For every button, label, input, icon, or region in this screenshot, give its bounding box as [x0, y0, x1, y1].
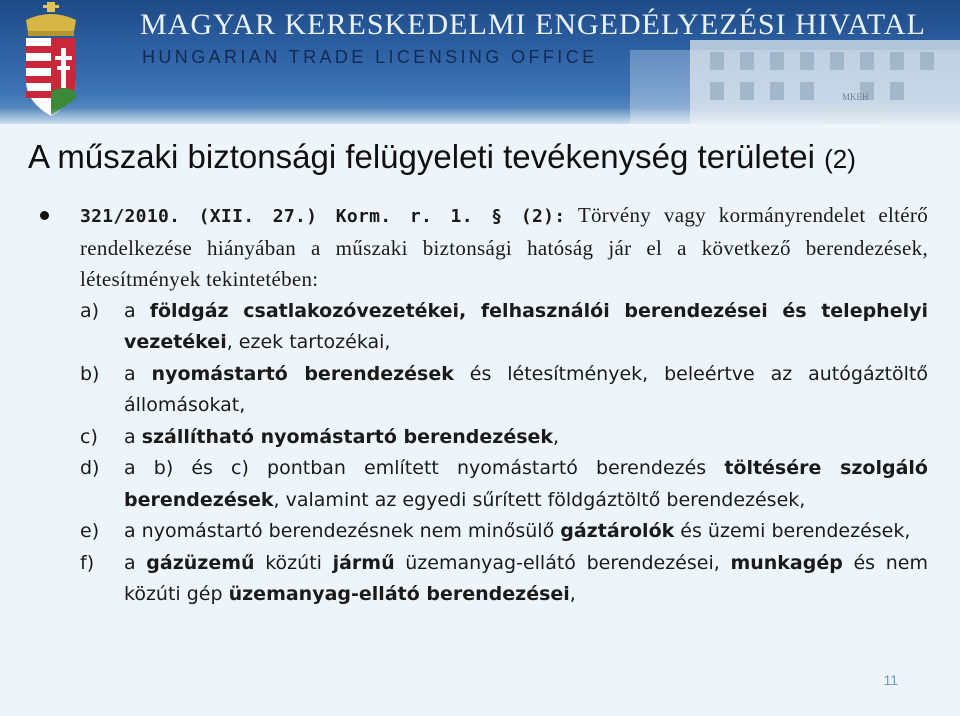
list-item-marker: e): [80, 520, 100, 542]
list-item-text: a nyomástartó berendezésnek nem minősülő: [124, 520, 561, 542]
list-item-emphasis: földgáz csatlakozóvezetékei, felhasználói berendezései és telephelyi vezetékei: [124, 299, 928, 353]
list-item-marker: b): [80, 362, 100, 385]
list-item-text: a: [124, 425, 142, 448]
list-item-emphasis: gáztárolók: [560, 520, 675, 542]
intro-text: Törvény vagy kormányrendelet eltérő rendelkezése hiányában a műszaki biztonsági hatóság jár el a következő berendezések, létesítmények tekintetében:: [80, 203, 928, 291]
list-item-emphasis: jármű: [332, 551, 395, 574]
office-name-english: HUNGARIAN TRADE LICENSING OFFICE: [142, 47, 598, 67]
list-item-text: a: [124, 362, 152, 385]
legal-citation: 321/2010. (XII. 27.) Korm. r. 1. § (2):: [80, 206, 566, 227]
page-number: 11: [883, 672, 898, 688]
list-item-text: és létesítmények, beleértve az autógáztöltő állomásokat,: [124, 362, 928, 416]
list-item-marker: a): [80, 299, 100, 322]
office-name-hungarian: MAGYAR KERESKEDELMI ENGEDÉLYEZÉSI HIVATAL: [140, 8, 926, 41]
slide-title-part: (2): [824, 144, 856, 174]
list-item: [80, 359, 928, 422]
list-item-text: , ezek tartozékai,: [226, 331, 391, 353]
list-item-emphasis: töltésére szolgáló berendezések: [124, 457, 928, 511]
header-banner: [0, 0, 960, 124]
list-item: [80, 548, 928, 611]
list-item-marker: c): [80, 425, 98, 448]
intro-paragraph: [80, 200, 928, 296]
list-item-text: és üzemi berendezések,: [674, 520, 911, 542]
coat-of-arms-icon: [20, 2, 82, 124]
list-item-text: a b) és c) pontban említett nyomástartó berendezés: [124, 457, 725, 479]
list-item-emphasis: szállítható nyomástartó berendezések: [141, 425, 554, 448]
list-item-marker: d): [80, 457, 100, 479]
banner-fade: [0, 108, 960, 130]
list-item-text: ,: [569, 583, 576, 605]
list-item: [80, 422, 928, 454]
list-item-text: ,: [553, 425, 560, 448]
item-list: [80, 296, 928, 611]
list-item-text: közúti: [254, 551, 333, 574]
list-item-text: a: [124, 299, 150, 322]
slide-title-text: A műszaki biztonsági felügyeleti tevékenység területei: [28, 138, 815, 175]
slide-body: [80, 200, 928, 611]
list-item-marker: f): [80, 551, 95, 574]
list-item-emphasis: gázüzemű: [146, 551, 255, 574]
list-item-text: és nem közúti gép: [124, 551, 928, 605]
building-sign: MKEH: [842, 92, 869, 102]
list-item: [80, 516, 928, 548]
list-item-text: üzemanyag-ellátó berendezései,: [394, 551, 731, 574]
bullet-icon: [40, 211, 49, 220]
list-item-emphasis: nyomástartó berendezések: [151, 362, 454, 385]
slide-title: [28, 138, 856, 176]
list-item: [80, 296, 928, 359]
list-item-text: a: [124, 551, 147, 574]
list-item-text: , valamint az egyedi sűrített földgáztöltő berendezések,: [273, 488, 806, 511]
list-item-emphasis: munkagép: [730, 551, 843, 574]
list-item: [80, 453, 928, 516]
list-item-emphasis: üzemanyag-ellátó berendezései: [228, 583, 570, 605]
